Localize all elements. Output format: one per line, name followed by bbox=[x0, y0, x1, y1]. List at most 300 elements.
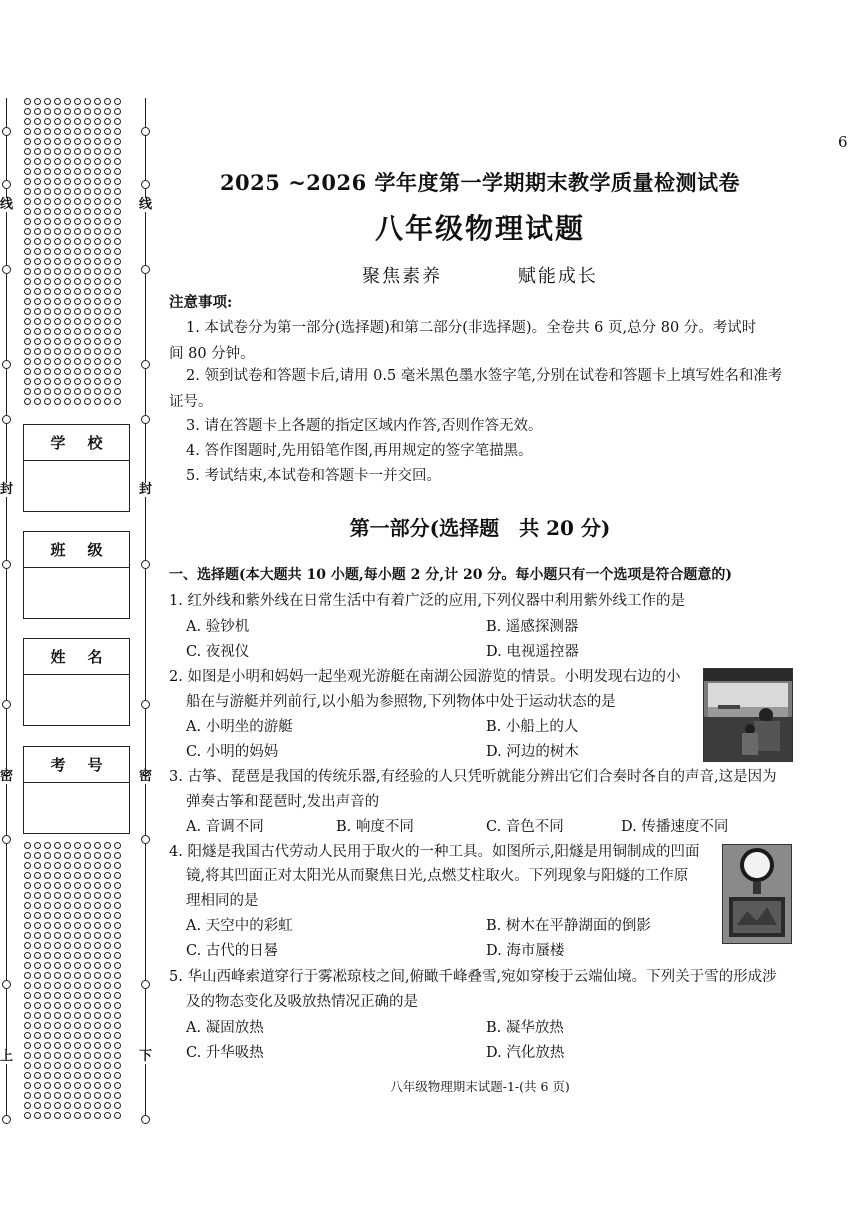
binding-dot bbox=[44, 1022, 51, 1029]
binding-dot bbox=[114, 1002, 121, 1009]
binding-dot bbox=[74, 912, 81, 919]
binding-dot bbox=[44, 1032, 51, 1039]
binding-dot bbox=[24, 1062, 31, 1069]
dot-grid-top bbox=[24, 98, 121, 405]
q3-option-b: B. 响度不同 bbox=[336, 819, 414, 835]
binding-dot bbox=[24, 188, 31, 195]
binding-dot bbox=[84, 922, 91, 929]
binding-dot bbox=[64, 378, 71, 385]
binding-dot bbox=[44, 218, 51, 225]
binding-dot bbox=[44, 278, 51, 285]
binding-dot bbox=[54, 138, 61, 145]
q5-option-d: D. 汽化放热 bbox=[486, 1045, 565, 1061]
binding-dot bbox=[44, 942, 51, 949]
binding-dot bbox=[114, 1112, 121, 1119]
binding-dot bbox=[84, 852, 91, 859]
binding-dot bbox=[84, 872, 91, 879]
binding-dot bbox=[44, 892, 51, 899]
binding-dot bbox=[104, 98, 111, 105]
binding-dot bbox=[24, 108, 31, 115]
binding-dot bbox=[114, 98, 121, 105]
binding-ring bbox=[2, 127, 11, 136]
binding-dot bbox=[54, 238, 61, 245]
binding-dot bbox=[114, 942, 121, 949]
binding-dot bbox=[74, 1032, 81, 1039]
binding-dot bbox=[104, 118, 111, 125]
binding-dot bbox=[104, 1112, 111, 1119]
binding-dot bbox=[114, 388, 121, 395]
binding-dot bbox=[54, 992, 61, 999]
binding-dot bbox=[34, 972, 41, 979]
binding-dot bbox=[104, 318, 111, 325]
page-corner-number: 6 bbox=[838, 133, 848, 151]
exam-title: 2025 ~2026 学年度第一学期期末教学质量检测试卷 bbox=[219, 170, 741, 195]
binding-dot bbox=[74, 1062, 81, 1069]
binding-dot bbox=[84, 1092, 91, 1099]
binding-dot bbox=[44, 1092, 51, 1099]
binding-dot bbox=[44, 148, 51, 155]
binding-dot bbox=[104, 348, 111, 355]
binding-dot bbox=[64, 108, 71, 115]
binding-dot bbox=[44, 208, 51, 215]
binding-dot bbox=[44, 348, 51, 355]
binding-dot bbox=[84, 118, 91, 125]
binding-dot bbox=[74, 148, 81, 155]
binding-char-left-1: 线 bbox=[0, 197, 14, 212]
binding-dot bbox=[74, 872, 81, 879]
binding-dot bbox=[34, 318, 41, 325]
binding-dot bbox=[64, 198, 71, 205]
binding-dot bbox=[114, 922, 121, 929]
binding-dot bbox=[24, 288, 31, 295]
binding-dot bbox=[24, 1022, 31, 1029]
binding-dot bbox=[34, 1082, 41, 1089]
binding-dot bbox=[64, 902, 71, 909]
binding-dot bbox=[24, 168, 31, 175]
binding-dot bbox=[24, 1102, 31, 1109]
binding-ring bbox=[141, 127, 150, 136]
binding-dot bbox=[84, 842, 91, 849]
binding-dot bbox=[54, 178, 61, 185]
slogan-left: 聚焦素养 bbox=[362, 266, 443, 287]
binding-dot bbox=[44, 398, 51, 405]
binding-dot bbox=[34, 368, 41, 375]
binding-dot bbox=[54, 168, 61, 175]
binding-dot bbox=[44, 1082, 51, 1089]
binding-dot bbox=[24, 992, 31, 999]
binding-dot bbox=[74, 902, 81, 909]
binding-dot bbox=[34, 932, 41, 939]
binding-dot bbox=[24, 398, 31, 405]
binding-dot bbox=[114, 158, 121, 165]
binding-dot bbox=[54, 198, 61, 205]
binding-dot bbox=[74, 842, 81, 849]
left-binding-line bbox=[6, 98, 7, 1123]
binding-dot bbox=[64, 1072, 71, 1079]
q1-stem: 1. 红外线和紫外线在日常生活中有着广泛的应用,下列仪器中利用紫外线工作的是 bbox=[169, 593, 686, 609]
binding-dot bbox=[84, 982, 91, 989]
binding-dot bbox=[54, 378, 61, 385]
binding-dot bbox=[34, 1032, 41, 1039]
binding-dot bbox=[44, 228, 51, 235]
binding-dot bbox=[114, 892, 121, 899]
class-field[interactable] bbox=[23, 531, 130, 619]
q3-option-a: A. 音调不同 bbox=[186, 819, 264, 835]
binding-dot bbox=[84, 328, 91, 335]
binding-dot bbox=[114, 198, 121, 205]
binding-dot bbox=[104, 932, 111, 939]
binding-dot bbox=[84, 298, 91, 305]
binding-dot bbox=[114, 108, 121, 115]
binding-dot bbox=[54, 358, 61, 365]
binding-dot bbox=[54, 1032, 61, 1039]
binding-dot bbox=[44, 932, 51, 939]
q5-stem-line2: 及的物态变化及吸放热情况正确的是 bbox=[186, 994, 418, 1010]
binding-dot bbox=[44, 982, 51, 989]
binding-dot bbox=[114, 872, 121, 879]
binding-dot bbox=[64, 852, 71, 859]
binding-dot bbox=[44, 922, 51, 929]
binding-dot bbox=[44, 882, 51, 889]
binding-dot bbox=[54, 368, 61, 375]
binding-dot bbox=[84, 318, 91, 325]
binding-dot bbox=[94, 298, 101, 305]
note-2a: 2. 领到试卷和答题卡后,请用 0.5 毫米黑色墨水签字笔,分别在试卷和答题卡上填写姓名和准考 bbox=[186, 368, 783, 384]
binding-ring bbox=[2, 180, 11, 189]
binding-dot bbox=[34, 982, 41, 989]
binding-dot bbox=[104, 952, 111, 959]
binding-dot bbox=[74, 268, 81, 275]
binding-dot bbox=[24, 942, 31, 949]
q3-option-d: D. 传播速度不同 bbox=[621, 819, 729, 835]
binding-dot bbox=[24, 298, 31, 305]
binding-dot bbox=[24, 158, 31, 165]
binding-ring bbox=[2, 835, 11, 844]
binding-ring bbox=[141, 415, 150, 424]
binding-dot bbox=[74, 952, 81, 959]
binding-dot bbox=[44, 842, 51, 849]
binding-dot bbox=[64, 882, 71, 889]
binding-dot bbox=[64, 892, 71, 899]
binding-dot bbox=[94, 118, 101, 125]
binding-dot bbox=[84, 178, 91, 185]
binding-dot bbox=[34, 1012, 41, 1019]
binding-dot bbox=[94, 1032, 101, 1039]
binding-dot bbox=[44, 872, 51, 879]
q2-boat-photo bbox=[703, 668, 793, 762]
binding-dot bbox=[54, 882, 61, 889]
binding-dot bbox=[64, 1112, 71, 1119]
binding-dot bbox=[74, 1022, 81, 1029]
binding-dot bbox=[74, 138, 81, 145]
binding-dot bbox=[74, 338, 81, 345]
binding-dot bbox=[94, 148, 101, 155]
binding-dot bbox=[54, 188, 61, 195]
binding-dot bbox=[94, 318, 101, 325]
binding-dot bbox=[84, 1052, 91, 1059]
binding-ring bbox=[2, 265, 11, 274]
binding-dot bbox=[74, 208, 81, 215]
name-field[interactable] bbox=[23, 638, 130, 726]
binding-dot bbox=[64, 912, 71, 919]
binding-dot bbox=[64, 188, 71, 195]
binding-dot bbox=[24, 328, 31, 335]
binding-dot bbox=[64, 1102, 71, 1109]
binding-dot bbox=[34, 218, 41, 225]
binding-dot bbox=[54, 1012, 61, 1019]
binding-dot bbox=[84, 962, 91, 969]
binding-dot bbox=[84, 198, 91, 205]
binding-dot bbox=[64, 388, 71, 395]
binding-dot bbox=[34, 882, 41, 889]
note-1a: 1. 本试卷分为第一部分(选择题)和第二部分(非选择题)。全卷共 6 页,总分 80 分。考试时 bbox=[186, 320, 757, 336]
binding-dot bbox=[114, 882, 121, 889]
binding-dot bbox=[24, 178, 31, 185]
q4-stem-line1: 4. 阳燧是我国古代劳动人民用于取火的一种工具。如图所示,阳燧是用铜制成的凹面 bbox=[169, 844, 700, 860]
binding-dot bbox=[34, 128, 41, 135]
exam-number-field[interactable] bbox=[23, 746, 130, 834]
binding-dot bbox=[94, 358, 101, 365]
binding-dot bbox=[64, 148, 71, 155]
binding-dot bbox=[114, 118, 121, 125]
binding-dot bbox=[74, 1072, 81, 1079]
binding-dot bbox=[114, 128, 121, 135]
binding-dot bbox=[114, 1012, 121, 1019]
binding-dot bbox=[64, 158, 71, 165]
binding-dot bbox=[84, 358, 91, 365]
binding-dot bbox=[44, 378, 51, 385]
binding-dot bbox=[84, 972, 91, 979]
binding-dot bbox=[84, 208, 91, 215]
binding-ring bbox=[141, 1115, 150, 1124]
binding-dot bbox=[84, 398, 91, 405]
binding-dot bbox=[64, 842, 71, 849]
binding-dot bbox=[104, 288, 111, 295]
binding-dot bbox=[84, 248, 91, 255]
binding-dot bbox=[34, 118, 41, 125]
binding-dot bbox=[94, 872, 101, 879]
binding-dot bbox=[84, 932, 91, 939]
binding-dot bbox=[54, 912, 61, 919]
binding-dot bbox=[74, 388, 81, 395]
binding-dot bbox=[24, 1112, 31, 1119]
binding-dot bbox=[24, 138, 31, 145]
binding-dot bbox=[84, 892, 91, 899]
binding-dot bbox=[34, 902, 41, 909]
binding-dot bbox=[104, 1062, 111, 1069]
binding-dot bbox=[34, 398, 41, 405]
binding-dot bbox=[74, 218, 81, 225]
name-label: 姓名 bbox=[24, 639, 129, 675]
binding-char-right-4: 下 bbox=[139, 1049, 153, 1064]
binding-dot bbox=[74, 158, 81, 165]
binding-dot bbox=[24, 118, 31, 125]
binding-dot bbox=[54, 1102, 61, 1109]
binding-dot bbox=[54, 148, 61, 155]
binding-dot bbox=[64, 1062, 71, 1069]
binding-dot bbox=[24, 238, 31, 245]
binding-dot bbox=[74, 198, 81, 205]
binding-dot bbox=[64, 1012, 71, 1019]
q4-option-b: B. 树木在平静湖面的倒影 bbox=[486, 918, 651, 934]
binding-dot bbox=[64, 328, 71, 335]
binding-dot bbox=[94, 912, 101, 919]
binding-dot bbox=[34, 872, 41, 879]
binding-dot bbox=[64, 248, 71, 255]
binding-dot bbox=[104, 902, 111, 909]
binding-dot bbox=[64, 348, 71, 355]
binding-dot bbox=[94, 328, 101, 335]
q5-stem-line1: 5. 华山西峰索道穿行于雾凇琼枝之间,俯瞰千峰叠雪,宛如穿梭于云端仙境。下列关于雪的形成涉 bbox=[169, 969, 777, 985]
binding-dot bbox=[24, 198, 31, 205]
binding-dot bbox=[44, 852, 51, 859]
binding-dot bbox=[34, 892, 41, 899]
binding-dot bbox=[94, 842, 101, 849]
binding-dot bbox=[74, 288, 81, 295]
binding-dot bbox=[54, 842, 61, 849]
binding-dot bbox=[94, 942, 101, 949]
binding-dot bbox=[114, 842, 121, 849]
binding-dot bbox=[54, 348, 61, 355]
school-field[interactable] bbox=[23, 424, 130, 512]
binding-dot bbox=[104, 882, 111, 889]
binding-dot bbox=[24, 852, 31, 859]
binding-dot bbox=[34, 1042, 41, 1049]
binding-dot bbox=[34, 942, 41, 949]
binding-dot bbox=[104, 982, 111, 989]
binding-dot bbox=[114, 298, 121, 305]
binding-dot bbox=[84, 1062, 91, 1069]
binding-dot bbox=[74, 962, 81, 969]
binding-dot bbox=[94, 1012, 101, 1019]
binding-dot bbox=[34, 388, 41, 395]
q1-option-c: C. 夜视仪 bbox=[186, 644, 250, 660]
binding-dot bbox=[34, 158, 41, 165]
binding-dot bbox=[84, 1082, 91, 1089]
binding-dot bbox=[24, 892, 31, 899]
binding-dot bbox=[104, 368, 111, 375]
binding-dot bbox=[64, 952, 71, 959]
binding-dot bbox=[34, 1022, 41, 1029]
binding-dot bbox=[64, 992, 71, 999]
binding-dot bbox=[94, 1112, 101, 1119]
binding-dot bbox=[74, 368, 81, 375]
binding-dot bbox=[94, 1022, 101, 1029]
slogan-right: 赋能成长 bbox=[517, 266, 598, 287]
binding-dot bbox=[104, 138, 111, 145]
binding-dot bbox=[34, 228, 41, 235]
note-1b: 间 80 分钟。 bbox=[169, 346, 255, 362]
binding-dot bbox=[54, 298, 61, 305]
binding-dot bbox=[54, 118, 61, 125]
binding-char-left-4: 上 bbox=[0, 1049, 14, 1064]
binding-dot bbox=[44, 388, 51, 395]
binding-dot bbox=[114, 368, 121, 375]
binding-dot bbox=[54, 388, 61, 395]
binding-dot bbox=[44, 318, 51, 325]
binding-dot bbox=[24, 268, 31, 275]
binding-dot bbox=[104, 158, 111, 165]
binding-dot bbox=[84, 218, 91, 225]
binding-dot bbox=[94, 852, 101, 859]
note-4: 4. 答作图题时,先用铅笔作图,再用规定的签字笔描黑。 bbox=[186, 443, 533, 459]
binding-dot bbox=[44, 1112, 51, 1119]
binding-dot bbox=[54, 942, 61, 949]
binding-dot bbox=[84, 348, 91, 355]
binding-dot bbox=[34, 1072, 41, 1079]
binding-dot bbox=[114, 288, 121, 295]
binding-dot bbox=[24, 972, 31, 979]
binding-dot bbox=[94, 248, 101, 255]
binding-dot bbox=[24, 358, 31, 365]
binding-dot bbox=[104, 128, 111, 135]
binding-dot bbox=[84, 1112, 91, 1119]
binding-char-left-3: 密 bbox=[0, 769, 14, 784]
binding-dot bbox=[64, 1092, 71, 1099]
binding-dot bbox=[54, 308, 61, 315]
binding-dot bbox=[64, 862, 71, 869]
binding-dot bbox=[114, 348, 121, 355]
binding-dot bbox=[54, 318, 61, 325]
binding-dot bbox=[84, 238, 91, 245]
binding-dot bbox=[44, 168, 51, 175]
binding-ring bbox=[141, 560, 150, 569]
binding-dot bbox=[64, 168, 71, 175]
binding-dot bbox=[94, 198, 101, 205]
binding-dot bbox=[74, 248, 81, 255]
binding-dot bbox=[114, 358, 121, 365]
binding-dot bbox=[44, 952, 51, 959]
binding-dot bbox=[44, 962, 51, 969]
binding-dot bbox=[54, 338, 61, 345]
binding-dot bbox=[74, 308, 81, 315]
binding-ring bbox=[2, 360, 11, 369]
binding-dot bbox=[44, 338, 51, 345]
binding-dot bbox=[24, 1032, 31, 1039]
binding-ring bbox=[2, 415, 11, 424]
binding-dot bbox=[64, 278, 71, 285]
binding-dot bbox=[74, 1042, 81, 1049]
binding-dot bbox=[94, 982, 101, 989]
binding-dot bbox=[74, 298, 81, 305]
binding-dot bbox=[34, 862, 41, 869]
binding-dot bbox=[34, 258, 41, 265]
binding-ring bbox=[2, 1115, 11, 1124]
binding-dot bbox=[34, 952, 41, 959]
binding-dot bbox=[94, 1102, 101, 1109]
binding-dot bbox=[24, 98, 31, 105]
class-label: 班级 bbox=[24, 532, 129, 568]
binding-dot bbox=[54, 1082, 61, 1089]
binding-dot bbox=[54, 962, 61, 969]
binding-dot bbox=[54, 228, 61, 235]
binding-dot bbox=[104, 1002, 111, 1009]
binding-dot bbox=[84, 98, 91, 105]
binding-dot bbox=[44, 912, 51, 919]
binding-dot bbox=[64, 268, 71, 275]
binding-dot bbox=[114, 1102, 121, 1109]
binding-dot bbox=[44, 108, 51, 115]
binding-dot bbox=[94, 138, 101, 145]
binding-dot bbox=[64, 118, 71, 125]
binding-dot bbox=[104, 398, 111, 405]
binding-dot bbox=[74, 98, 81, 105]
binding-dot bbox=[34, 338, 41, 345]
binding-dot bbox=[34, 1092, 41, 1099]
binding-dot bbox=[64, 922, 71, 929]
q1-option-b: B. 遥感探测器 bbox=[486, 619, 579, 635]
binding-dot bbox=[94, 1042, 101, 1049]
